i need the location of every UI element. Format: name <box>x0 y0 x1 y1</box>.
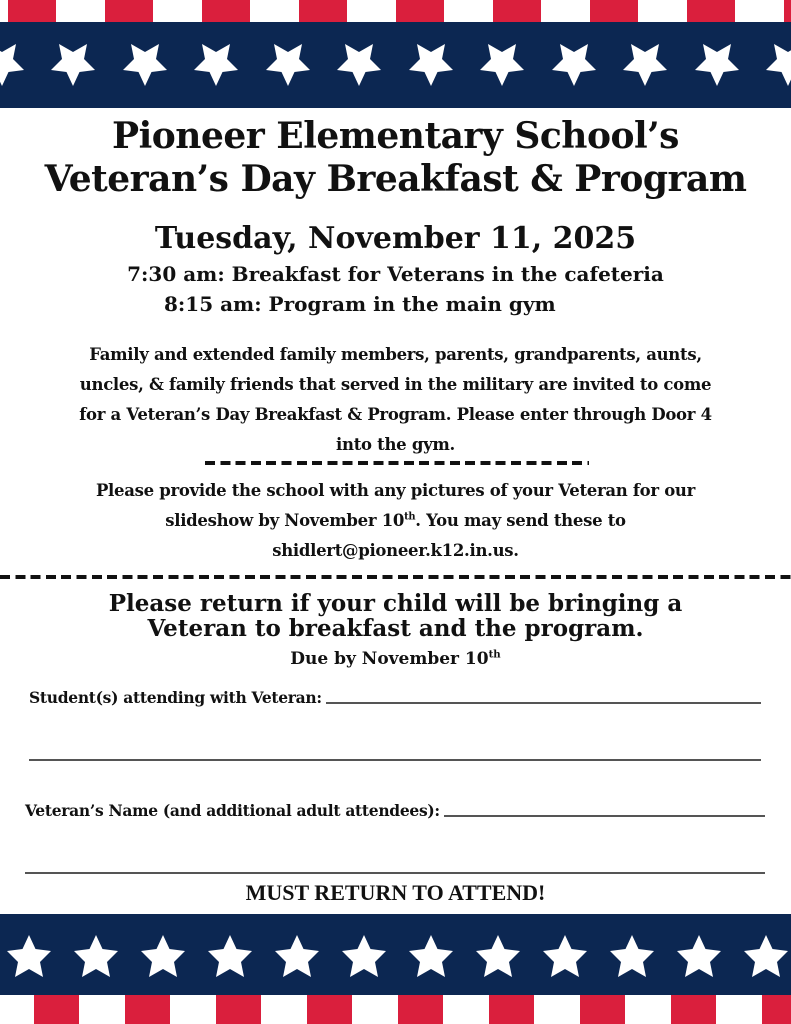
schedule-breakfast: 7:30 am: Breakfast for Veterans in the cafeteria <box>127 262 664 286</box>
students-field-label: Student(s) attending with Veteran: <box>29 688 322 707</box>
veteran-name-input-line-2[interactable] <box>25 872 765 874</box>
top-banner <box>0 0 791 110</box>
contact-email[interactable]: shidlert@pioneer.k12.in.us. <box>272 541 519 560</box>
veteran-name-field <box>25 801 765 820</box>
students-input-line[interactable] <box>326 701 761 704</box>
invitation-paragraph <box>0 340 791 460</box>
students-field <box>29 688 761 707</box>
photo-deadline-text: slideshow by November 10 <box>165 511 405 530</box>
short-dashed-divider <box>205 461 589 465</box>
invitation-line: for a Veteran’s Day Breakfast & Program. Please enter through Door 4 <box>79 405 712 424</box>
ordinal-suffix: th <box>404 511 416 523</box>
red-stripes <box>34 995 791 1024</box>
ordinal-suffix: th <box>488 648 501 661</box>
invitation-line: into the gym. <box>336 435 455 454</box>
bottom-banner <box>0 914 791 1024</box>
return-heading-line-2: Veteran to breakfast and the program. <box>147 615 644 642</box>
invitation-line: uncles, & family friends that served in the military are invited to come <box>79 375 712 394</box>
title-line-1: Pioneer Elementary School’s <box>112 115 679 157</box>
photo-request-line: Please provide the school with any pictures of your Veteran for our <box>95 481 696 500</box>
invitation-line: Family and extended family members, parents, grandparents, aunts, <box>89 345 702 364</box>
event-date: Tuesday, November 11, 2025 <box>154 221 637 256</box>
due-date <box>0 648 791 670</box>
photo-request-paragraph <box>0 476 791 566</box>
due-date-text: Due by November 10 <box>290 649 489 669</box>
schedule-program: 8:15 am: Program in the main gym <box>164 292 556 316</box>
veteran-name-field-label: Veteran’s Name (and additional adult attendees): <box>25 801 440 820</box>
flag-stripes-stars <box>0 0 791 110</box>
must-return-notice: MUST RETURN TO ATTEND! <box>245 880 546 905</box>
page-title <box>0 116 791 199</box>
cut-line-divider <box>0 575 791 579</box>
photo-request-line <box>0 506 791 536</box>
veteran-name-input-line[interactable] <box>444 814 765 817</box>
photo-send-text: . You may send these to <box>415 511 626 530</box>
return-heading-line-1: Please return if your child will be bringing a <box>108 590 683 617</box>
students-input-line-2[interactable] <box>29 759 761 761</box>
title-line-2: Veteran’s Day Breakfast & Program <box>44 158 747 200</box>
flag-stars-stripes <box>0 914 791 1024</box>
return-form-heading <box>0 591 791 641</box>
